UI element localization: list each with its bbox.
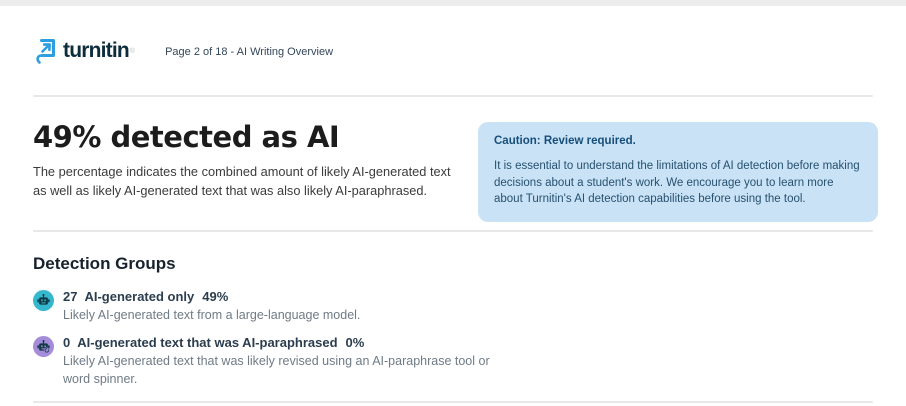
caution-body: It is essential to understand the limitations of AI detection before making decisions about a student's work. We encourage you to learn more about Turnitin's AI detection capabilities before using the tool. bbox=[494, 160, 860, 206]
viewport-top-strip bbox=[0, 0, 906, 6]
turnitin-logo-icon bbox=[33, 36, 58, 66]
group-percent: 49% bbox=[202, 289, 229, 304]
turnitin-logo bbox=[33, 36, 135, 66]
segment-count: 27 bbox=[63, 289, 78, 304]
detection-groups-title: Detection Groups bbox=[33, 254, 176, 273]
group-label: AI-generated only bbox=[84, 289, 195, 304]
segment-count: 0 bbox=[63, 335, 71, 350]
detection-group-body bbox=[63, 289, 360, 325]
turnitin-wordmark: turnitin bbox=[63, 39, 129, 62]
report-header bbox=[33, 36, 333, 66]
caution-callout bbox=[478, 122, 878, 222]
robot-icon bbox=[33, 290, 54, 311]
detection-group-row-ai-generated bbox=[33, 289, 360, 325]
bottom-divider bbox=[33, 401, 873, 403]
group-description: Likely AI-generated text that was likely revised using an AI-paraphrase tool or word spinner. bbox=[63, 354, 490, 386]
detection-group-body bbox=[63, 335, 501, 389]
group-percent: 0% bbox=[345, 335, 365, 350]
ai-detected-description: The percentage indicates the combined amount of likely AI-generated text as well as likely AI-generated text that was also likely AI-paraphrased. bbox=[33, 164, 451, 199]
registered-trademark-mark: ® bbox=[129, 47, 136, 55]
detection-group-title bbox=[63, 335, 501, 350]
caution-title: Caution: Review required. bbox=[494, 135, 636, 147]
section-divider bbox=[33, 230, 873, 232]
detection-group-row-ai-paraphrased bbox=[33, 335, 501, 389]
ai-detected-headline: 49% detected as AI bbox=[33, 120, 340, 154]
group-description: Likely AI-generated text from a large-language model. bbox=[63, 308, 361, 322]
page-info-label: Page 2 of 18 - AI Writing Overview bbox=[165, 46, 334, 58]
group-label: AI-generated text that was AI-paraphrased bbox=[77, 335, 338, 350]
robot-paraphrase-icon bbox=[33, 336, 54, 357]
detection-group-title bbox=[63, 289, 360, 304]
header-divider bbox=[33, 95, 873, 97]
